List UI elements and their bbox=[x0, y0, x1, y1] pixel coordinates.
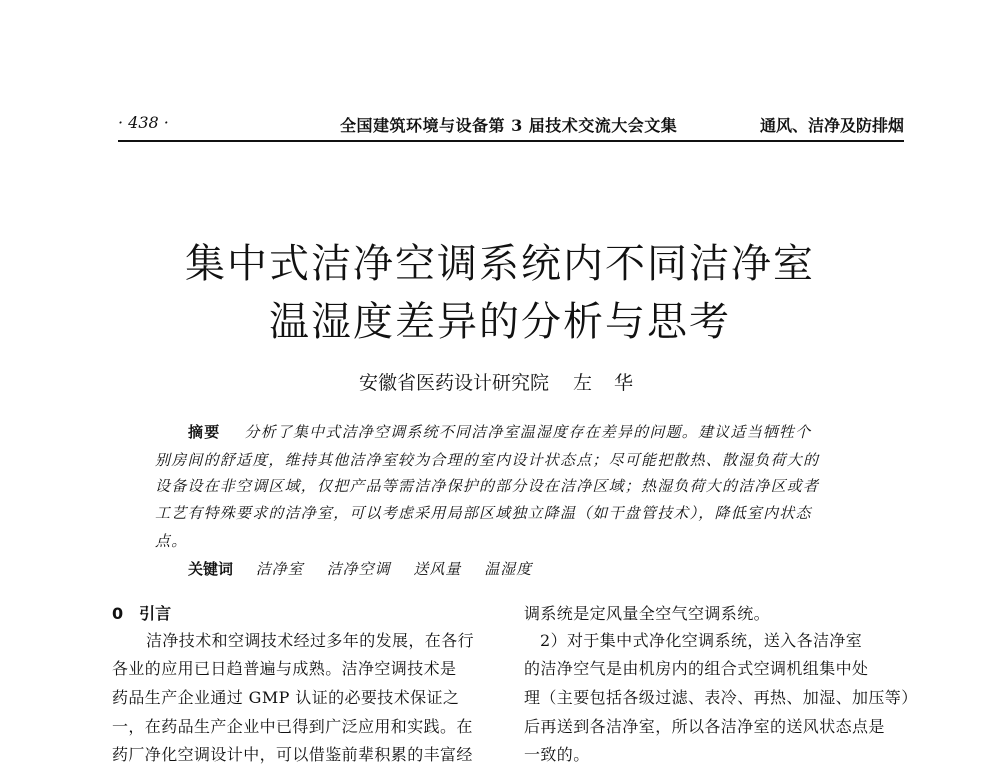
paper-title-line-1: 集中式洁净空调系统内不同洁净室 bbox=[185, 241, 815, 287]
page-number: · 438 · bbox=[118, 113, 169, 132]
body-text-line: 调系统是定风量全空气空调系统。 bbox=[524, 604, 771, 623]
header-rule bbox=[118, 140, 904, 142]
section-name: 通风、洁净及防排烟 bbox=[759, 116, 904, 135]
body-text-line: 洁净技术和空调技术经过多年的发展，在各行 bbox=[146, 631, 475, 650]
abstract-label: 摘要 bbox=[188, 423, 221, 441]
abstract-line: 别房间的舒适度，维持其他洁净室较为合理的室内设计状态点；尽可能把散热、散湿负荷大的 bbox=[155, 451, 820, 469]
body-text-line: 一，在药品生产企业中已得到广泛应用和实践。在 bbox=[112, 717, 473, 736]
author-name: 左 华 bbox=[573, 372, 642, 394]
proceedings-title: 全国建筑环境与设备第 3 届技术交流大会文集 bbox=[340, 116, 678, 135]
body-text-line: 后再送到各洁净室，所以各洁净室的送风状态点是 bbox=[524, 717, 885, 736]
body-text-line: 理（主要包括各级过滤、表冷、再热、加湿、加压等） bbox=[524, 688, 918, 707]
body-text-line: 各业的应用已日趋普遍与成熟。洁净空调技术是 bbox=[112, 659, 457, 678]
paper-title-line-2: 温湿度差异的分析与思考 bbox=[269, 299, 731, 345]
section-heading: 0 引言 bbox=[112, 604, 172, 623]
abstract-line: 设备设在非空调区域，仅把产品等需洁净保护的部分设在洁净区域；热湿负荷大的洁净区或者 bbox=[155, 477, 820, 495]
body-text-line: 药厂净化空调设计中，可以借鉴前辈积累的丰富经 bbox=[112, 745, 473, 764]
abstract-text: 分析了集中式洁净空调系统不同洁净室温湿度存在差异的问题。建议适当牺牲个 bbox=[244, 423, 812, 441]
keyword: 洁净空调 bbox=[326, 560, 391, 578]
keyword: 送风量 bbox=[413, 560, 462, 578]
abstract-line: 工艺有特殊要求的洁净室，可以考虑采用局部区域独立降温（如干盘管技术），降低室内状态 bbox=[155, 504, 812, 522]
body-text-line: 的洁净空气是由机房内的组合式空调机组集中处 bbox=[524, 659, 869, 678]
keywords-label: 关键词 bbox=[188, 560, 234, 578]
abstract-line bbox=[188, 421, 811, 442]
body-text-line: 一致的。 bbox=[524, 745, 590, 764]
body-text-line: 2）对于集中式净化空调系统，送入各洁净室 bbox=[540, 631, 863, 650]
affiliation: 安徽省医药设计研究院 bbox=[358, 372, 549, 394]
keyword: 温湿度 bbox=[484, 560, 533, 578]
abstract-line: 点。 bbox=[155, 532, 188, 550]
author-line bbox=[100, 368, 900, 395]
running-header bbox=[118, 113, 904, 145]
keyword: 洁净室 bbox=[255, 560, 304, 578]
body-text-line: 药品生产企业通过 GMP 认证的必要技术保证之 bbox=[112, 688, 460, 707]
keywords bbox=[188, 558, 550, 579]
